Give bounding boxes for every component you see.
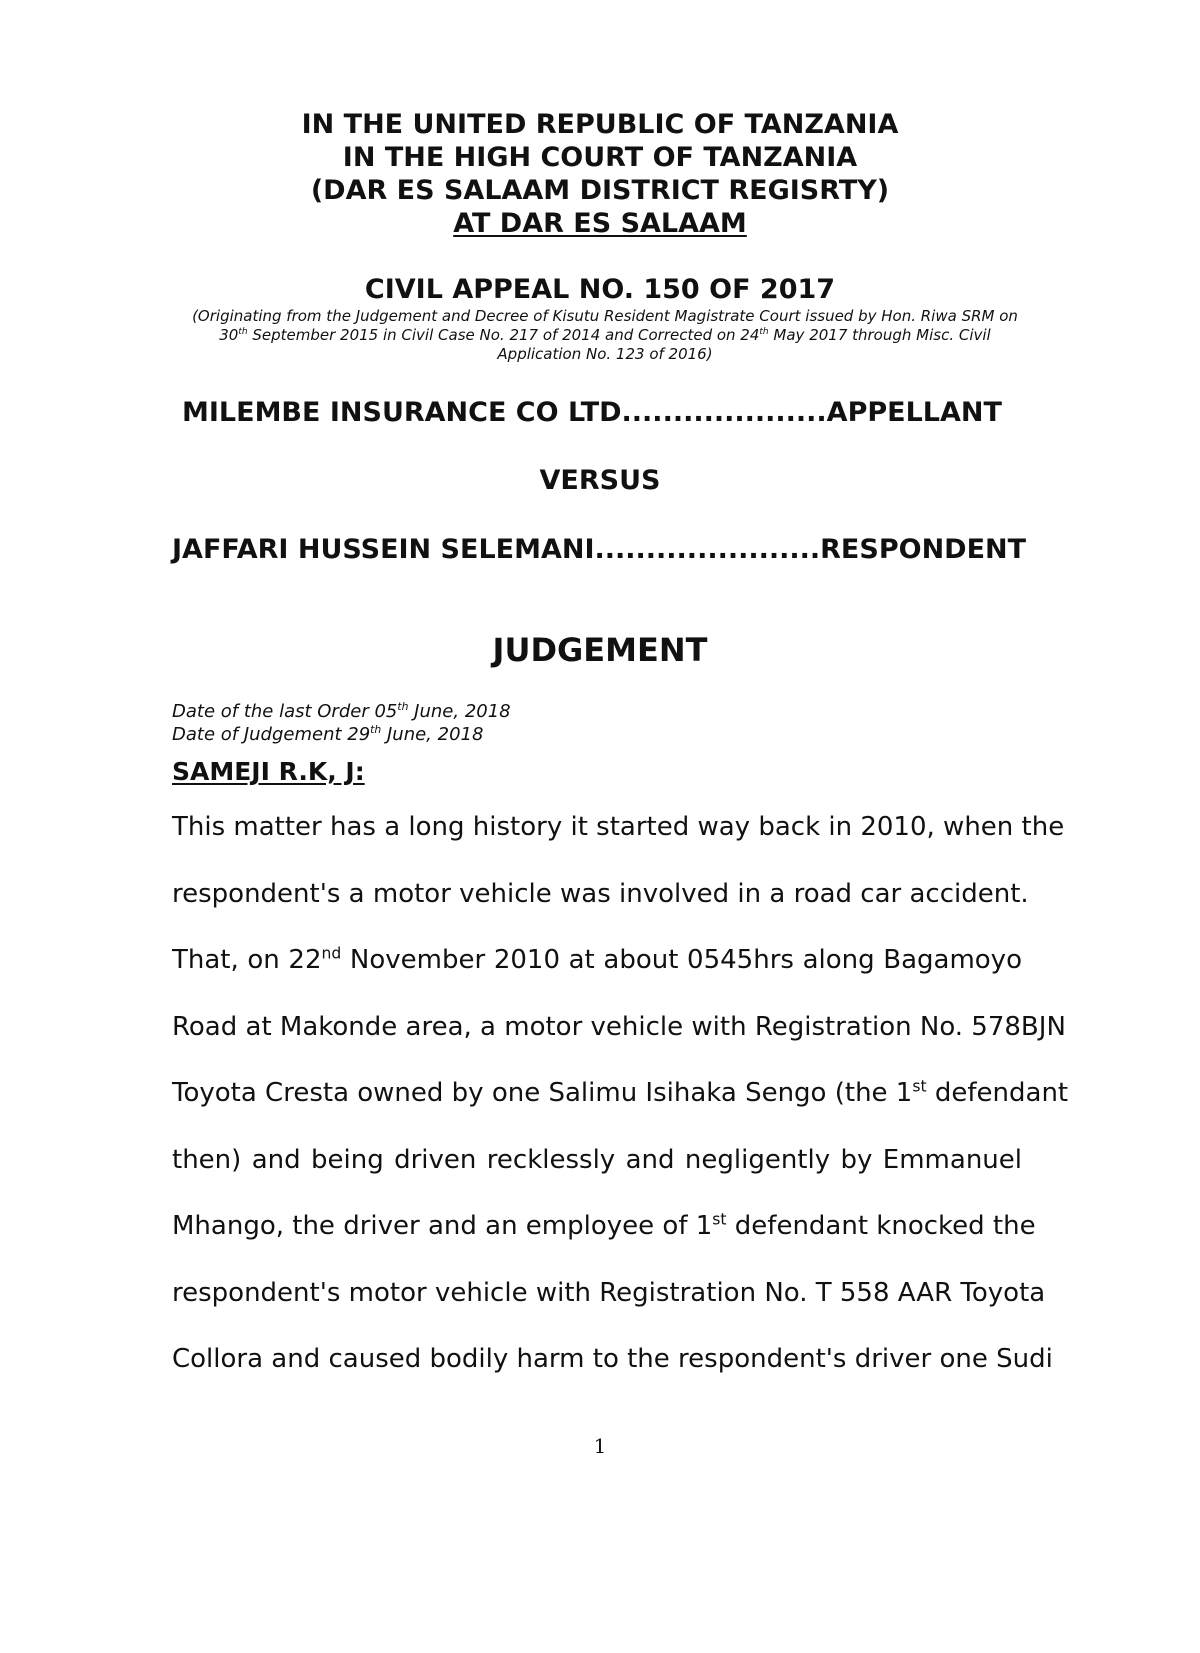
body-line: then) and being driven recklessly and negligently by Emmanuel xyxy=(172,1144,1022,1175)
page-number: 1 xyxy=(593,1434,607,1458)
origin-note: (Originating from the Judgement and Decree of Kisutu Resident Magistrate Court issued by Hon. Riwa SRM on 30th September 2015 in Civil Case No. 217 of 2014 and Corrected on 24th May 2017 through Misc. Civil Application No. 123 of 2016) xyxy=(192,307,1018,363)
body-line: respondent's motor vehicle with Registration No. T 558 AAR Toyota xyxy=(172,1277,1046,1308)
body-line: That, on 22nd November 2010 at about 0545hrs along Bagamoyo xyxy=(172,944,1022,975)
body-line: This matter has a long history it started way back in 2010, when the xyxy=(172,812,1065,842)
header-line-high-court: IN THE HIGH COURT OF TANZANIA xyxy=(342,142,858,173)
judgement-title: JUDGEMENT xyxy=(492,631,708,669)
last-order-date: Date of the last Order 05th June, 2018 xyxy=(172,700,511,722)
header-line-registry: (DAR ES SALAAM DISTRICT REGISRTY) xyxy=(310,175,890,206)
judge-name: SAMEJI R.K, J: xyxy=(172,757,365,786)
header-location-text: AT DAR ES SALAAM xyxy=(453,208,747,239)
judgement-dates xyxy=(172,700,511,746)
header-line-republic: IN THE UNITED REPUBLIC OF TANZANIA xyxy=(301,109,899,140)
body-line: respondent's a motor vehicle was involved in a road car accident. xyxy=(172,878,1029,909)
header-line-location xyxy=(0,207,1200,240)
judgement-body xyxy=(172,794,1069,1393)
appellant-line: MILEMBE INSURANCE CO LTD....................APPELLANT xyxy=(182,397,1002,428)
court-header xyxy=(0,108,1200,240)
versus-label: VERSUS xyxy=(539,465,661,496)
body-line: Road at Makonde area, a motor vehicle with Registration No. 578BJN xyxy=(172,1011,1066,1042)
body-line: Mhango, the driver and an employee of 1st defendant knocked the xyxy=(172,1210,1036,1241)
body-line: Toyota Cresta owned by one Salimu Isihaka Sengo (the 1st defendant xyxy=(172,1077,1069,1108)
respondent-line: JAFFARI HUSSEIN SELEMANI......................RESPONDENT xyxy=(172,534,1027,565)
judgement-date: Date of Judgement 29th June, 2018 xyxy=(172,723,484,745)
body-line: Collora and caused bodily harm to the respondent's driver one Sudi xyxy=(172,1344,1053,1374)
appeal-title: CIVIL APPEAL NO. 150 OF 2017 xyxy=(364,274,836,305)
